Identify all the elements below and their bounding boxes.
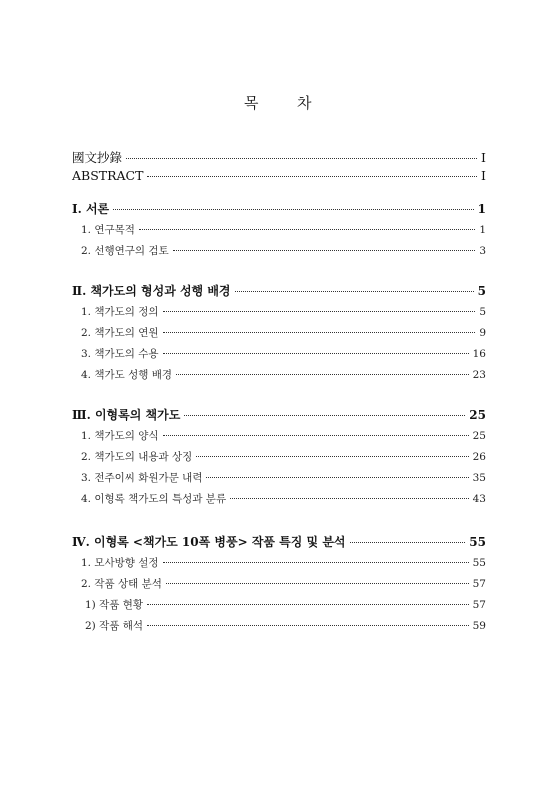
toc-section-page: 43 [472, 493, 486, 505]
toc-chapter-label: Ⅲ. 이형록의 책가도 [72, 408, 181, 422]
toc-section-label: 2. 책가도의 내용과 상징 [81, 451, 193, 463]
dot-leader [176, 373, 469, 375]
toc-entry-label: 國文抄錄 [72, 150, 123, 165]
page-title [0, 92, 556, 113]
toc-section[interactable] [72, 243, 486, 264]
toc-section-page: 23 [472, 369, 486, 381]
dot-leader [350, 541, 466, 543]
toc-section[interactable] [72, 491, 486, 512]
toc-section-page: 5 [479, 306, 486, 318]
toc-section-page: 1 [479, 224, 486, 236]
toc-section[interactable] [72, 346, 486, 367]
toc-section-label: 4. 책가도 성행 배경 [81, 369, 173, 381]
toc-section-label: 2. 작품 상태 분석 [81, 578, 162, 590]
toc-chapter-3[interactable] [72, 406, 486, 428]
dot-leader [163, 310, 476, 312]
dot-leader [166, 582, 469, 584]
toc-chapter-page: 25 [469, 408, 486, 422]
toc-section-page: 26 [472, 451, 486, 463]
toc-subsection-page: 59 [472, 620, 486, 632]
dot-leader [206, 476, 468, 478]
toc-entry-abstract[interactable] [72, 168, 486, 188]
toc-section-label: 1. 책가도의 양식 [81, 430, 159, 442]
toc-section[interactable] [72, 555, 486, 576]
toc-subsection[interactable] [72, 597, 486, 618]
toc-chapter-2[interactable] [72, 282, 486, 304]
toc-section-label: 2. 책가도의 연원 [81, 327, 159, 339]
toc-section-page: 3 [479, 245, 486, 257]
table-of-contents [72, 148, 486, 639]
toc-chapter-4[interactable] [72, 533, 486, 555]
toc-chapter-1[interactable] [72, 200, 486, 222]
dot-leader [147, 175, 477, 177]
toc-chapter-page: 1 [477, 202, 486, 216]
dot-leader [139, 228, 475, 230]
dot-leader [113, 208, 473, 210]
toc-section-page: 35 [472, 472, 486, 484]
toc-chapter-page: 5 [477, 284, 486, 298]
toc-section-label: 4. 이형록 책가도의 특성과 분류 [81, 493, 227, 505]
dot-leader [163, 352, 469, 354]
dot-leader [147, 624, 469, 626]
dot-leader [147, 603, 469, 605]
toc-section-label: 1. 책가도의 정의 [81, 306, 159, 318]
toc-entry-korean-abstract[interactable] [72, 148, 486, 168]
dot-leader [126, 157, 477, 159]
toc-subsection[interactable] [72, 618, 486, 639]
dot-leader [235, 290, 474, 292]
toc-section-label: 1. 연구목적 [81, 224, 135, 236]
toc-section-label: 1. 모사방향 설정 [81, 557, 159, 569]
toc-section[interactable] [72, 428, 486, 449]
dot-leader [163, 331, 476, 333]
toc-chapter-page: 55 [469, 535, 486, 549]
toc-section-page: 55 [472, 557, 486, 569]
toc-entry-page: I [481, 150, 486, 165]
toc-chapter-label: Ⅳ. 이형록 <책가도 10폭 병풍> 작품 특징 및 분석 [72, 535, 346, 549]
toc-chapter-label: Ⅱ. 책가도의 형성과 성행 배경 [72, 284, 231, 298]
dot-leader [173, 249, 476, 251]
toc-section[interactable] [72, 576, 486, 597]
toc-subsection-label: 2) 작품 해석 [85, 620, 144, 632]
toc-section[interactable] [72, 304, 486, 325]
toc-section-page: 9 [479, 327, 486, 339]
toc-chapter-label: Ⅰ. 서론 [72, 202, 110, 216]
toc-section-label: 3. 책가도의 수용 [81, 348, 159, 360]
toc-subsection-page: 57 [472, 599, 486, 611]
toc-section-page: 57 [472, 578, 486, 590]
title-right-char: 차 [297, 94, 312, 112]
toc-section-label: 2. 선행연구의 검토 [81, 245, 169, 257]
dot-leader [184, 414, 465, 416]
toc-section-page: 25 [472, 430, 486, 442]
dot-leader [163, 561, 469, 563]
toc-entry-page: I [481, 168, 486, 183]
dot-leader [196, 455, 468, 457]
toc-subsection-label: 1) 작품 현황 [85, 599, 144, 611]
title-left-char: 목 [244, 94, 259, 112]
toc-entry-label: ABSTRACT [72, 168, 144, 183]
toc-section-page: 16 [472, 348, 486, 360]
toc-section[interactable] [72, 449, 486, 470]
toc-section[interactable] [72, 367, 486, 388]
toc-section[interactable] [72, 470, 486, 491]
toc-section-label: 3. 전주이씨 화원가문 내력 [81, 472, 203, 484]
toc-section[interactable] [72, 325, 486, 346]
dot-leader [163, 434, 469, 436]
toc-section[interactable] [72, 222, 486, 243]
dot-leader [230, 497, 469, 499]
